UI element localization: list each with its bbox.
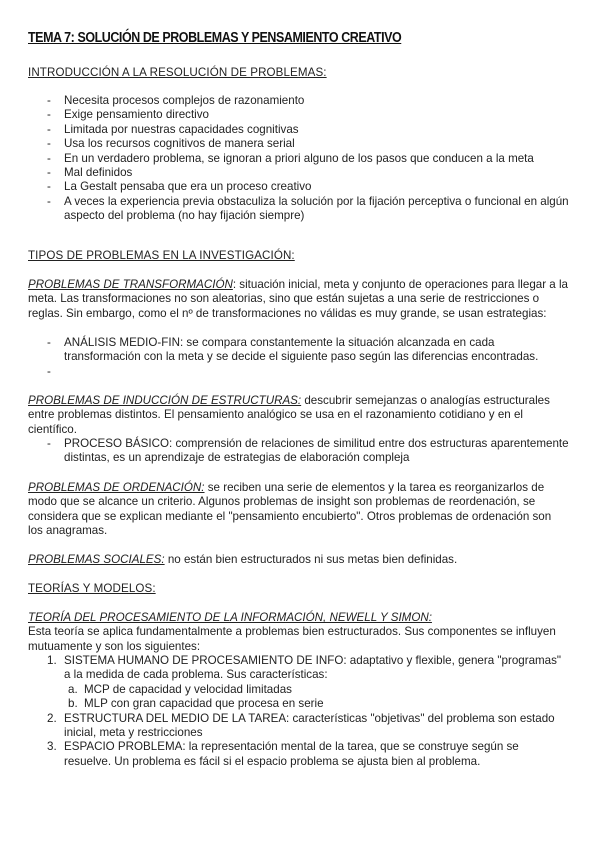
ordenacion-text: se reciben una serie de elementos y la tarea es reorganizarlos de modo que se alcance un criterio. Algunos problemas de insight son problemas de reordenación, se considera que se explican mediante el "pensamiento encubierto". Otros problemas de ordenación son los anagramas.	[28, 481, 552, 538]
sociales-paragraph	[28, 553, 568, 567]
sociales-label: PROBLEMAS SOCIALES:	[28, 553, 165, 566]
list-item: - Limitada por nuestras capacidades cognitivas	[28, 123, 573, 137]
list-item	[28, 365, 573, 379]
list-item: - PROCESO BÁSICO: comprensión de relaciones de similitud entre dos estructuras aparentemente distintas, es un aprendizaje de estrategias de elaboración compleja	[28, 437, 573, 466]
sub-list-item	[64, 683, 568, 697]
teorias-heading: TEORÍAS Y MODELOS:	[28, 582, 156, 595]
ordenacion-label: PROBLEMAS DE ORDENACIÓN:	[28, 481, 205, 494]
sub-list	[64, 683, 568, 712]
list-item	[28, 740, 568, 769]
item-letter: a.	[68, 682, 78, 696]
list-item	[28, 654, 568, 712]
intro-heading: INTRODUCCIÓN A LA RESOLUCIÓN DE PROBLEMAS:	[28, 66, 327, 79]
item-text: ESTRUCTURA DEL MEDIO DE LA TAREA: características "objetivas" del problema son estado inicial, meta y restricciones	[64, 711, 555, 740]
tipos-heading: TIPOS DE PROBLEMAS EN LA INVESTIGACIÓN:	[28, 249, 295, 262]
teoria-list	[28, 654, 568, 769]
transformacion-text: : situación inicial, meta y conjunto de operaciones para llegar a la meta. Las transformaciones no son aleatorias, sino que están sujetas a una serie de restricciones o reglas. Sin embargo, como el nº de transformaciones no válidas es muy grande, se usan estrategias:	[28, 278, 568, 320]
item-number: 1.	[47, 654, 57, 667]
item-letter: b.	[68, 697, 78, 711]
list-item: - La Gestalt pensaba que era un proceso creativo	[28, 180, 573, 194]
item-number: 3.	[47, 740, 57, 754]
list-item: - A veces la experiencia previa obstaculiza la solución por la fijación perceptiva o funcional en algún aspecto del problema (no hay fijación siempre)	[28, 195, 573, 224]
list-item: - Exige pensamiento directivo	[28, 108, 573, 122]
item-text: SISTEMA HUMANO DE PROCESAMIENTO DE INFO: adaptativo y flexible, genera "programas" a la medida de cada problema. Sus características:	[64, 654, 562, 682]
list-item: - Usa los recursos cognitivos de manera serial	[28, 137, 573, 151]
sociales-text: no están bien estructurados ni sus metas bien definidas.	[164, 553, 458, 566]
item-text: MLP con gran capacidad que procesa en serie	[84, 697, 324, 711]
teorias-block	[28, 611, 568, 654]
transformacion-list	[28, 336, 573, 379]
ordenacion-paragraph	[28, 481, 568, 539]
induccion-list	[28, 437, 573, 466]
teoria-subheading: TEORÍA DEL PROCESAMIENTO DE LA INFORMACIÓN, NEWELL Y SIMON:	[28, 611, 432, 624]
list-item: - ANÁLISIS MEDIO-FIN: se compara constantemente la situación alcanzada en cada transformación con la meta y se decide el siguiente paso según las diferencias encontradas.	[28, 336, 573, 365]
transformacion-label: PROBLEMAS DE TRANSFORMACIÓN	[28, 278, 233, 291]
induccion-paragraph	[28, 394, 568, 437]
list-item: - En un verdadero problema, se ignoran a priori alguno de los pasos que conducen a la meta	[28, 152, 573, 166]
list-item: - Necesita procesos complejos de razonamiento	[28, 94, 573, 108]
transformacion-paragraph	[28, 278, 568, 321]
page-title: TEMA 7: SOLUCIÓN DE PROBLEMAS Y PENSAMIENTO CREATIVO	[28, 30, 402, 46]
sub-list-item	[64, 697, 568, 711]
item-text: MCP de capacidad y velocidad limitadas	[84, 682, 292, 696]
list-item: - Mal definidos	[28, 166, 573, 180]
intro-list	[28, 94, 573, 224]
item-number: 2.	[47, 711, 57, 725]
item-text: ESPACIO PROBLEMA: la representación mental de la tarea, que se construye según se resuelve. Un problema es fácil si el espacio problema se ajusta bien al problema.	[64, 740, 519, 768]
teoria-intro: Esta teoría se aplica fundamentalmente a problemas bien estructurados. Sus componentes se influyen mutuamente y son los siguientes:	[28, 625, 556, 653]
list-item	[28, 712, 568, 741]
induccion-text: descubrir semejanzas o analogías estructurales entre problemas distintos. El pensamiento analógico se usa en el razonamiento cotidiano y en el científico.	[28, 394, 550, 436]
induccion-label: PROBLEMAS DE INDUCCIÓN DE ESTRUCTURAS:	[28, 394, 302, 407]
